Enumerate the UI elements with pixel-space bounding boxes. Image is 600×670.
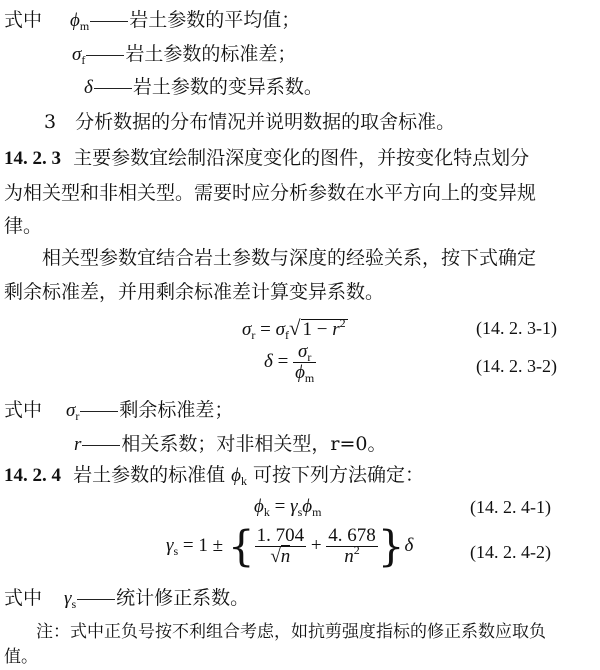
item-3: 3 分析数据的分布情况并说明数据的取舍标准。 [44, 111, 456, 133]
equation-number-14-2-4-2: (14. 2. 4-2) [470, 542, 551, 562]
where-label-2: 式中 [4, 399, 43, 421]
def-delta: δ 岩土参数的变异系数。 [84, 76, 323, 98]
where-label-3: 式中 [4, 587, 43, 609]
section-14-2-3-line1: 14. 2. 3 主要参数宜绘制沿深度变化的图件，并按变化特点划分 [4, 147, 530, 169]
where-label-1: 式中 [4, 9, 43, 31]
section-14-2-4: 14. 2. 4 岩土参数的标准值 $\phi_k$ 可按下列方法确定： [4, 464, 425, 488]
def-sigma-r: $\sigma_r$ 剩余标准差； [66, 399, 234, 423]
equation-number-14-2-3-2: (14. 2. 3-2) [476, 356, 557, 376]
def-r: r 相关系数；对非相关型，r=0。 [74, 433, 387, 455]
para2-line1: 相关型参数宜结合岩土参数与深度的经验关系，按下式确定 [42, 247, 537, 269]
equation-number-14-2-3-1: (14. 2. 3-1) [476, 318, 557, 338]
def-phi-m: $\phi_m$ 岩土参数的平均值； [70, 9, 301, 33]
def-gamma-s: $\gamma_s$ 统计修正系数。 [64, 587, 250, 611]
section-14-2-3-line3: 律。 [4, 215, 43, 237]
equation-14-2-3-2: δ = $\frac{\sigma_r}{\phi_m}$ [264, 341, 315, 385]
equation-14-2-4-2: $\gamma_s = 1$ ± { $\frac{1. 704}{√n}$ + $\frac{4. 678}{n^2}$ }δ [166, 521, 414, 571]
note-line2: 值。 [4, 647, 38, 667]
section-14-2-3-line2: 为相关型和非相关型。需要时应分析参数在水平方向上的变异规 [4, 182, 537, 204]
equation-14-2-4-1: $\phi_k = \gamma_s\phi_m$ [254, 496, 322, 519]
def-sigma-f: $\sigma_f$ 岩土参数的标准差； [72, 43, 297, 67]
note-line1: 注：式中正负号按不利组合考虑，如抗剪强度指标的修正系数应取负 [36, 622, 546, 642]
equation-14-2-3-1: $\sigma_r = \sigma_f√$ $1 - r^2$ [242, 316, 346, 342]
para2-line2: 剩余标准差，并用剩余标准差计算变异系数。 [4, 281, 385, 303]
equation-number-14-2-4-1: (14. 2. 4-1) [470, 497, 551, 517]
